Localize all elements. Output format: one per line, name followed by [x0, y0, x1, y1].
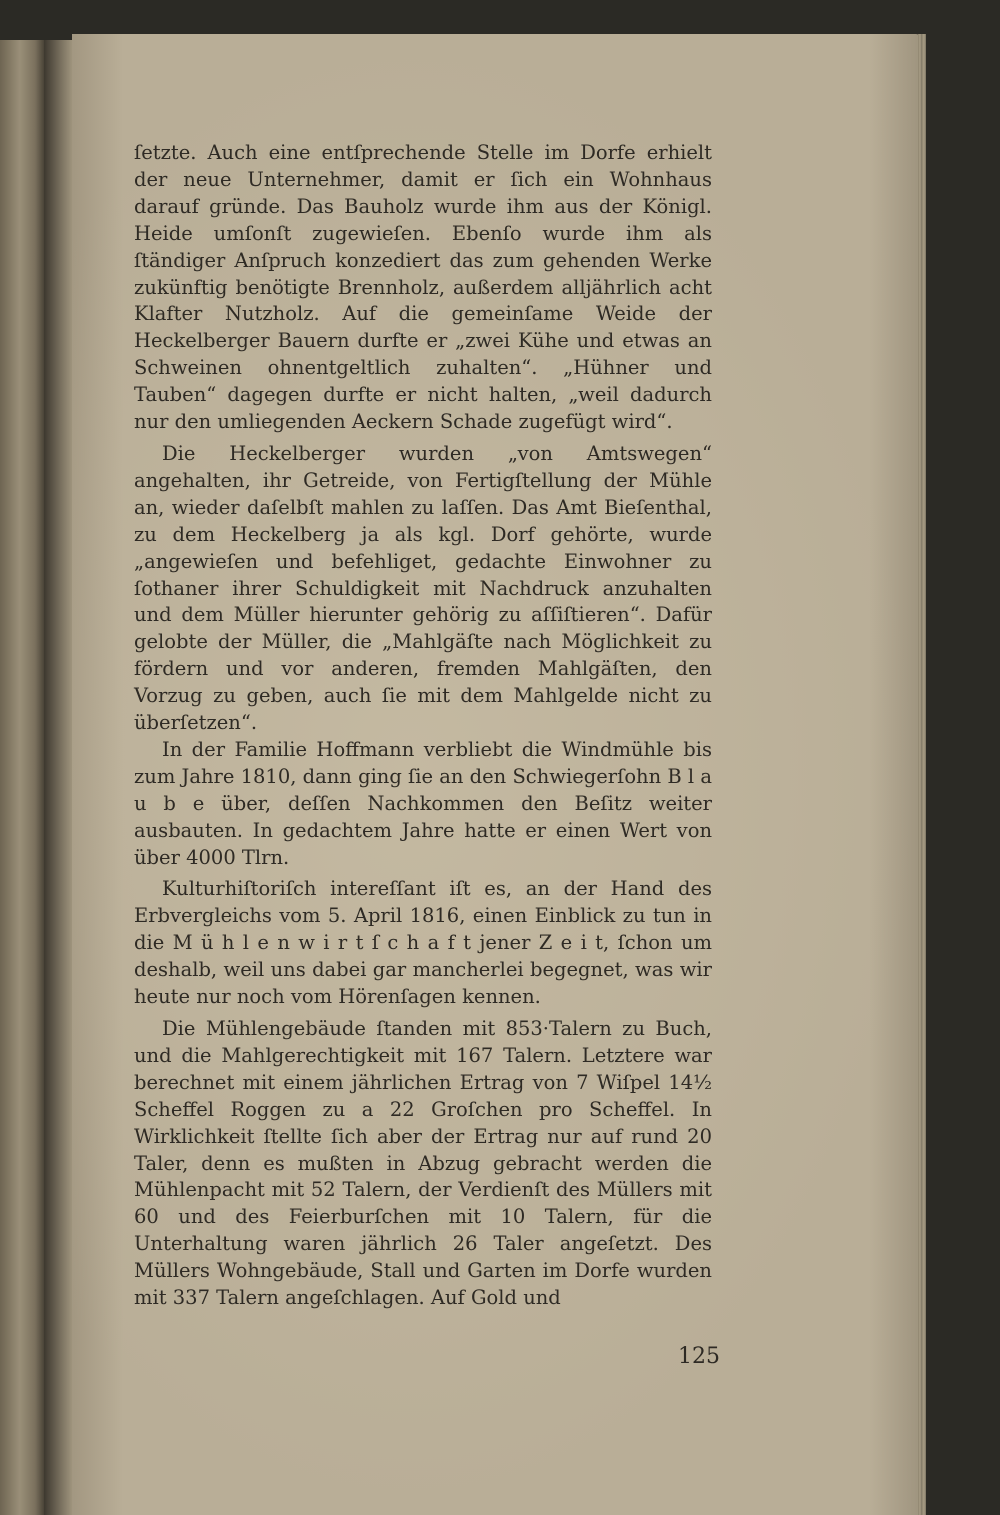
paragraph: Die Heckelberger wurden „von Amtswegen“ angehalten, ihr Getreide, von Fertigſtellung der Mühle an, wieder daſelbſt mahlen zu laſſen. Das Amt Bieſenthal, zu dem Heckelberg ja als kgl. Dorf gehörte, wurde „angewieſen und befehliget, gedachte Einwohner zu ſothaner ihrer Schuldigkeit mit Nachdruck anzuhalten und dem Müller hierunter gehörig zu aſſiſtieren“. Dafür gelobte der Müller, die „Mahlgäſte nach Möglichkeit zu fördern und vor anderen, fremden Mahlgäſten, den Vorzug zu geben, auch ſie mit dem Mahlgelde nicht zu überſetzen“. [134, 441, 712, 735]
paragraph: In der Familie Hoffmann verbliebt die Windmühle bis zum Jahre 1810, dann ging ſie an den Schwiegerſohn B l a u b e über, deſſen Nachkommen den Beſitz weiter ausbauten. In gedachtem Jahre hatte er einen Wert von über 4000 Tlrn. [134, 737, 712, 869]
paragraph: Kulturhiſtoriſch intereſſant iſt es, an der Hand des Erbvergleichs vom 5. April 1816, einen Einblick zu tun in die M ü h l e n w i r t ſ c h a f t jener Z e i t, ſchon um deshalb, weil uns dabei gar mancherlei begegnet, was wir heute nur noch vom Hörenſagen kennen. [134, 877, 712, 1009]
page-number: 125 [678, 1344, 720, 1369]
body-text [134, 140, 712, 1312]
paragraph: ſetzte. Auch eine entſprechende Stelle im Dorfe erhielt der neue Unternehmer, damit er ſich ein Wohnhaus darauf gründe. Das Bauholz wurde ihm aus der Königl. Heide umſonſt zugewieſen. Ebenſo wurde ihm als ſtändiger Anſpruch konzediert das zum gehenden Werke zukünftig benötigte Brennholz, außerdem alljährlich acht Klafter Nutzholz. Auf die gemeinſame Weide der Heckelberger Bauern durfte er „zwei Kühe und etwas an Schweinen ohnentgeltlich zuhalten“. „Hühner und Tauben“ dagegen durfte er nicht halten, „weil dadurch nur den umliegenden Aeckern Schade zugefügt wird“. [134, 141, 712, 434]
book-gutter [44, 40, 74, 1515]
page-stack-edge [918, 34, 926, 1515]
facing-page-edge [0, 40, 44, 1515]
paragraph: Die Mühlengebäude ſtanden mit 853·Talern zu Buch, und die Mahlgerechtigkeit mit 167 Talern. Letztere war berechnet mit einem jährlichen Ertrag von 7 Wiſpel 14½ Scheffel Roggen zu a 22 Groſchen pro Scheffel. In Wirklichkeit ſtellte ſich aber der Ertrag nur auf rund 20 Taler, denn es mußten in Abzug gebracht werden die Mühlenpacht mit 52 Talern, der Verdienſt des Müllers mit 60 und des Feierburſchen mit 10 Talern, für die Unterhaltung waren jährlich 26 Taler angeſetzt. Des Müllers Wohngebäude, Stall und Garten im Dorfe wurden mit 337 Talern angeſchlagen. Auf Gold und [134, 1017, 712, 1310]
